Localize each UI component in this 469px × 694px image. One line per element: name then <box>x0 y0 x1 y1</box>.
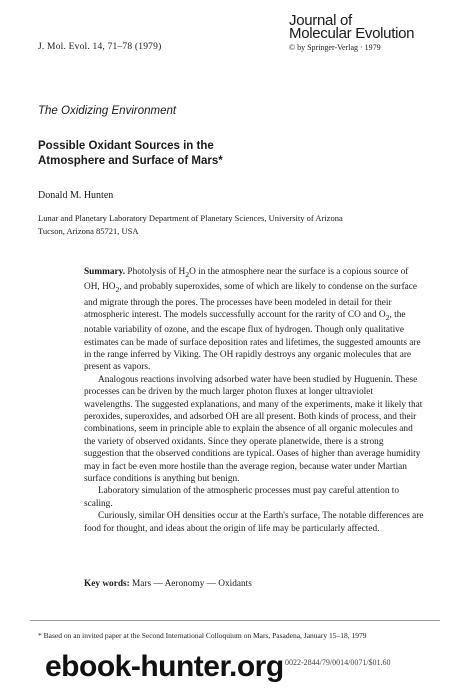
affiliation-line1: Lunar and Planetary Laboratory Department of Planetary Sciences, University of Arizona <box>38 213 343 223</box>
subscript: 2 <box>115 285 120 295</box>
abstract-paragraph-1 <box>84 266 424 374</box>
abstract <box>84 266 424 535</box>
citation: J. Mol. Evol. 14, 71–78 (1979) <box>38 42 162 52</box>
affiliation <box>38 212 438 237</box>
abstract-text: , and probably superoxides, some of which are likely to condense on the surface and migrate through the pores. The processes have been modeled in detail for their atmospheric interest. The models successfully account for the rarity of CO and O <box>84 282 418 320</box>
journal-title <box>289 14 414 40</box>
subscript: 2 <box>185 269 190 279</box>
author: Donald M. Hunten <box>38 190 114 201</box>
footnote: * Based on an invited paper at the Second International Colloquium on Mars, Pasadena, January 15–18, 1979 <box>38 631 367 640</box>
journal-title-line1: Journal of <box>289 12 352 29</box>
keywords-label: Key words: <box>84 579 130 589</box>
keywords-text: Mars — Aeronomy — Oxidants <box>129 579 252 589</box>
keywords <box>84 579 252 589</box>
abstract-text: O in the atmosphere near the surface is a copious source of OH, HO <box>84 267 409 293</box>
paper-title-line1: Possible Oxidant Sources in the <box>38 140 214 152</box>
subscript: 2 <box>385 312 390 322</box>
abstract-paragraph-3: Laboratory simulation of the atmospheric processes must pay careful attention to scaling. <box>84 486 400 509</box>
abstract-paragraph-4: Curiously, similar OH densities occur at the Earth's surface, The notable differences are food for thought, and ideas about the origin of life may be particularly affected. <box>84 511 424 534</box>
summary-label: Summary. <box>84 267 126 277</box>
watermark: ebook-hunter.org <box>45 650 284 683</box>
paper-title <box>38 139 368 169</box>
abstract-text: , the notable variability of ozone, and the escape flux of hydrogen. Though only qualitative estimates can be made of surface deposition rates and lifetimes, the suggested amounts are in the range inferred by Viking. The OH rapidly destroys any organic molecules that are present as vapors. <box>84 309 421 373</box>
abstract-text: Photolysis of H <box>125 267 186 277</box>
abstract-paragraph-2: Analogous reactions involving adsorbed water have been studied by Huguenin. These processes can be driven by the much larger photon fluxes at longer ultraviolet wavelengths. The suggested explanations, and many of the experiments, make it likely that peroxides, superoxides, and adsorbed OH are all present. Both kinds of process, and their combinations, seem in principle able to explain the absence of all organic molecules and the variety of observed oxidants. Since they operate planetwide, there is a strong suggestion that the observed conditions are typical. Oases of higher than average humidity may in fact be even more hostile than the average region, because water under Martian surface conditions is anything but benign. <box>84 374 423 485</box>
paper-title-line2: Atmosphere and Surface of Mars* <box>38 155 223 167</box>
affiliation-line2: Tucson, Arizona 85721, USA <box>38 225 139 236</box>
journal-title-line2: Molecular Evolution <box>289 25 415 42</box>
footnote-divider <box>30 620 440 621</box>
section-heading: The Oxidizing Environment <box>38 105 177 117</box>
publisher-line: © by Springer-Verlag · 1979 <box>289 43 381 52</box>
article-code: 0022-2844/79/0014/0071/$01.60 <box>285 658 391 667</box>
